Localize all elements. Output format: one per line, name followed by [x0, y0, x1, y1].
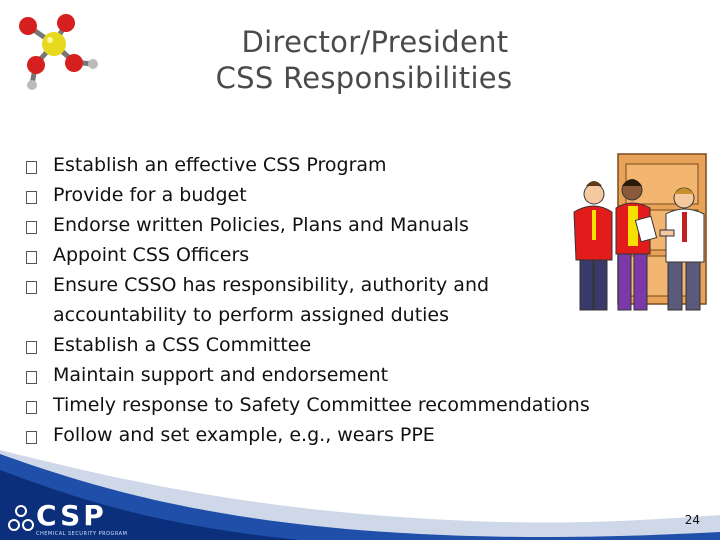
slide-title — [200, 24, 550, 96]
list-item: Timely response to Safety Committee recommendations — [26, 390, 706, 420]
molecule-icon — [14, 10, 104, 92]
checkbox-bullet-icon — [26, 191, 37, 204]
list-item: Provide for a budget — [26, 180, 706, 210]
checkbox-bullet-icon — [26, 251, 37, 264]
people-clipart — [568, 150, 718, 330]
checkbox-bullet-icon — [26, 221, 37, 234]
list-item: Follow and set example, e.g., wears PPE — [26, 420, 706, 450]
list-item: Establish an effective CSS Program — [26, 150, 706, 180]
checkbox-bullet-icon — [26, 341, 37, 354]
logo-subtext: CHEMICAL SECURITY PROGRAM — [36, 531, 128, 537]
checkbox-bullet-icon — [26, 161, 37, 174]
title-line-2: CSS Responsibilities — [215, 61, 513, 95]
list-item: Endorse written Policies, Plans and Manuals — [26, 210, 706, 240]
list-item: Maintain support and endorsement — [26, 360, 706, 390]
list-item: Establish a CSS Committee — [26, 330, 706, 360]
csp-logo — [6, 497, 136, 540]
title-line-1: Director/President — [241, 25, 509, 59]
checkbox-bullet-icon — [26, 281, 37, 294]
list-item: Ensure CSSO has responsibility, authority and accountability to perform assigned duties — [26, 270, 553, 330]
checkbox-bullet-icon — [26, 401, 37, 414]
logo-text: CSP — [36, 499, 107, 532]
list-item: Appoint CSS Officers — [26, 240, 706, 270]
page-number: 24 — [684, 513, 700, 527]
csp-logo-mark-icon — [8, 501, 34, 535]
checkbox-bullet-icon — [26, 371, 37, 384]
